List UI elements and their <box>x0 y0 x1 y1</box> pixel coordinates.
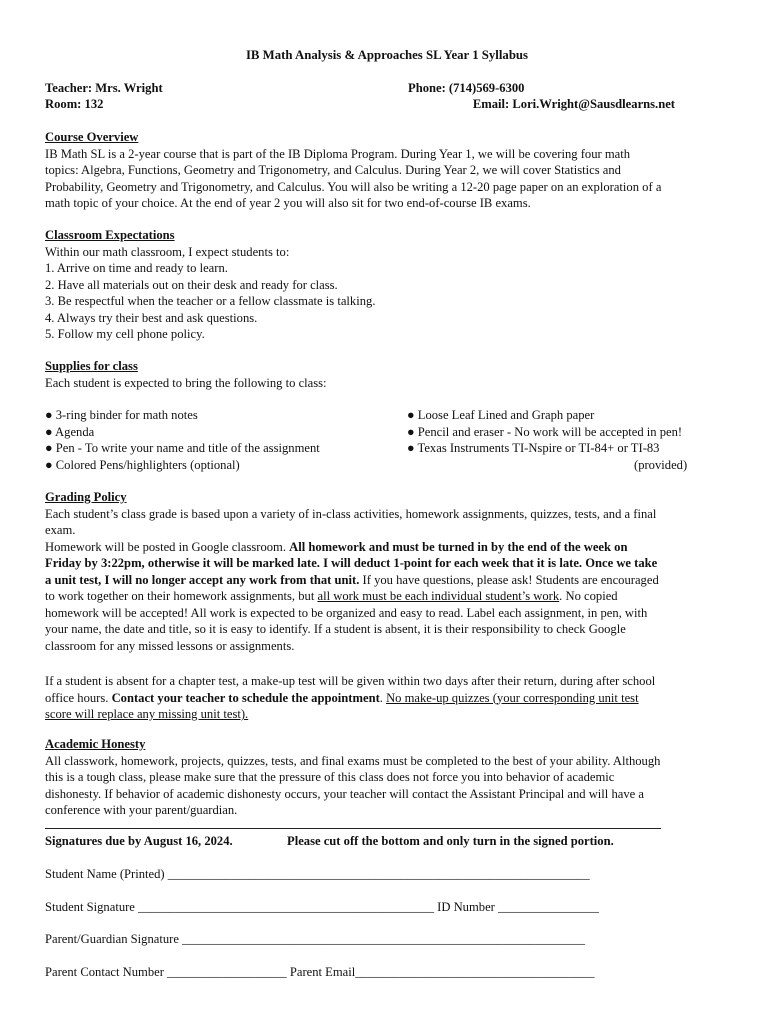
questions-text: If you have questions, please ask! Students are encouraged <box>359 572 659 587</box>
supply-item-provided: (provided) <box>634 457 688 472</box>
makeup-test-paragraph <box>45 673 729 723</box>
supplies-left-list <box>45 407 320 473</box>
classroom-expectations-heading: Classroom Expectations <box>45 228 175 242</box>
honesty-line: All classwork, homework, projects, quizzes, tests, and final exams must be completed to the best of your ability. Although <box>45 753 661 768</box>
homework-deadline-text: All homework and must be turned in by the end of the week on <box>289 539 628 554</box>
honesty-line: conference with your parent/guardian. <box>45 803 238 817</box>
supply-item: ● Pen - To write your name and title of the assignment <box>45 441 320 455</box>
student-signature-field[interactable]: Student Signature _______________________________________________ ID Number ________________ <box>45 900 599 914</box>
course-overview-line: topics: Algebra, Functions, Geometry and Trigonometry, and Calculus. During Year 2, we will cover Statistics and <box>45 163 621 177</box>
grading-policy-heading: Grading Policy <box>45 490 127 504</box>
makeup-line <box>45 690 729 707</box>
course-overview-line: IB Math SL is a 2-year course that is part of the IB Diploma Program. During Year 1, we will be covering four math <box>45 146 631 161</box>
period-text: . <box>379 690 387 705</box>
no-makeup-quizzes-text: No make-up quizzes (your corresponding unit test <box>386 690 639 705</box>
course-overview-section <box>45 129 729 212</box>
grading-line: Each student’s class grade is based upon a variety of in-class activities, homework assignments, quizzes, tests, and a final <box>45 506 657 521</box>
grading-line <box>45 539 729 556</box>
room-number: Room: 132 <box>45 97 104 111</box>
honesty-line: dishonesty. If behavior of academic dishonesty occurs, your teacher will contact the Assistant Principal and will have a <box>45 786 644 801</box>
grading-line: Friday by 3:22pm, otherwise it will be marked late. I will deduct 1-point for each week that it is late. Once we take <box>45 556 658 570</box>
parent-contact-field[interactable]: Parent Contact Number ___________________ Parent Email______________________________________ <box>45 965 595 979</box>
course-overview-heading: Course Overview <box>45 130 139 144</box>
academic-honesty-section <box>45 736 729 819</box>
grading-line <box>45 572 729 589</box>
grading-line: exam. <box>45 523 76 537</box>
email-address: Email: Lori.Wright@Sausdlearns.net <box>472 97 675 111</box>
contact-teacher-text: Contact your teacher to schedule the appointment <box>111 690 380 705</box>
makeup-line: score will replace any missing unit test). <box>45 707 249 721</box>
academic-honesty-heading: Academic Honesty <box>45 737 146 751</box>
supplies-heading: Supplies for class <box>45 359 138 373</box>
homework-text: Homework will be posted in Google classroom. <box>45 539 290 554</box>
cut-line-divider <box>45 828 661 829</box>
grading-line: classroom for any missed lessons or assignments. <box>45 638 295 653</box>
grading-line: your name, the date and title, so it is easy to identify. If a student is absent, it is their responsibility to check Google <box>45 622 626 636</box>
phone-number: Phone: (714)569-6300 <box>408 81 525 95</box>
course-overview-line: Probability, Geometry and Trigonometry, and Calculus. You will also be writing a 12-20 page paper on an exploration of a <box>45 179 662 194</box>
grading-policy-section <box>45 489 729 654</box>
supply-item: ● Pencil and eraser - No work will be accepted in pen! <box>407 424 683 439</box>
signatures-due-text: Signatures due by August 16, 2024. <box>45 834 233 848</box>
expectation-item: 2. Have all materials out on their desk and ready for class. <box>45 277 338 292</box>
supplies-intro: Each student is expected to bring the following to class: <box>45 375 327 390</box>
collaboration-text: to work together on their homework assignments, but <box>45 589 318 603</box>
supply-item: ● Loose Leaf Lined and Graph paper <box>407 408 595 422</box>
expectation-item: 5. Follow my cell phone policy. <box>45 327 205 341</box>
parent-signature-field[interactable]: Parent/Guardian Signature ________________________________________________________________ <box>45 932 586 946</box>
office-hours-text: office hours. <box>45 690 112 705</box>
late-policy-text: a unit test, I will no longer accept any work from that unit. <box>45 572 360 587</box>
classroom-expectations-section <box>45 227 729 343</box>
makeup-line: If a student is absent for a chapter test, a make-up test will be given within two days after their return, during after school <box>45 674 656 688</box>
supply-item: ● Texas Instruments TI-Nspire or TI-84+ or TI-83 <box>407 441 660 455</box>
grading-line <box>45 588 729 605</box>
supplies-section <box>45 358 729 391</box>
individual-work-text: all work must be each individual student’s work <box>317 589 560 603</box>
student-name-field[interactable]: Student Name (Printed) ___________________________________________________________________ <box>45 867 590 881</box>
teacher-name: Teacher: Mrs. Wright <box>45 81 163 95</box>
course-overview-line: math topic of your choice. At the end of year 2 you will also sit for two end-of-course IB exams. <box>45 196 531 210</box>
supply-item: ● 3-ring binder for math notes <box>45 408 198 422</box>
expectation-item: 4. Always try their best and ask questions. <box>45 310 258 325</box>
expectation-item: 3. Be respectful when the teacher or a fellow classmate is talking. <box>45 294 376 308</box>
supply-item: ● Agenda <box>45 424 95 439</box>
expectations-intro: Within our math classroom, I expect students to: <box>45 244 290 259</box>
expectation-item: 1. Arrive on time and ready to learn. <box>45 261 228 275</box>
grading-line: homework will be accepted! All work is expected to be organized and easy to read. Label each assignment, in pen, with <box>45 605 648 620</box>
honesty-line: this is a tough class, please make sure that the pressure of this class does not force you into behavior of academic <box>45 770 615 784</box>
no-copied-text: . No copied <box>559 589 618 603</box>
supplies-right-list <box>407 407 687 473</box>
supply-item: ● Colored Pens/highlighters (optional) <box>45 457 240 472</box>
cut-off-instruction: Please cut off the bottom and only turn in the signed portion. <box>287 834 614 848</box>
page-title: IB Math Analysis & Approaches SL Year 1 Syllabus <box>245 48 529 62</box>
